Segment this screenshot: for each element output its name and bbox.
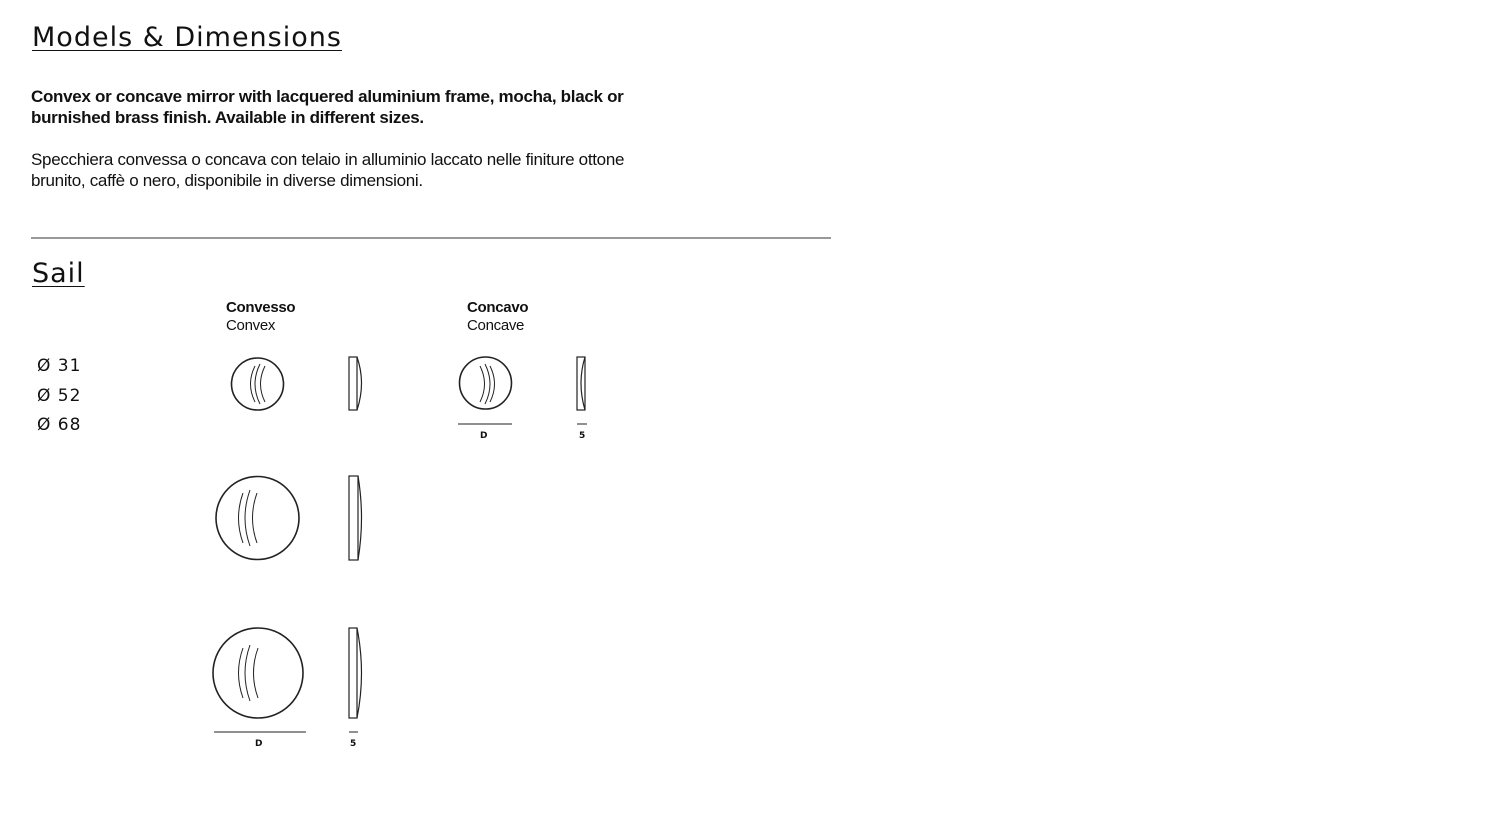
convex-small-side-drawing bbox=[349, 357, 362, 410]
concave-depth-label: 5 bbox=[579, 431, 586, 441]
size-item-31: Ø 31 bbox=[37, 356, 82, 376]
column-header-convex-english: Convex bbox=[226, 317, 276, 334]
description-english: Convex or concave mirror with lacquered aluminium frame, mocha, black or burnished brass finish. Available in different sizes. bbox=[31, 87, 624, 127]
convex-medium-side-drawing bbox=[349, 476, 362, 560]
convex-medium-front-drawing bbox=[216, 477, 299, 560]
concave-small-side-drawing bbox=[577, 357, 585, 410]
page-title: Models & Dimensions bbox=[32, 22, 342, 53]
model-name: Sail bbox=[32, 258, 85, 289]
convex-diameter-label: D bbox=[255, 739, 263, 749]
convex-small-front-drawing bbox=[232, 358, 284, 410]
convex-depth-label: 5 bbox=[350, 739, 357, 749]
size-item-68: Ø 68 bbox=[37, 415, 82, 435]
concave-diameter-label: D bbox=[480, 431, 488, 441]
convex-large-side-drawing bbox=[349, 628, 362, 718]
column-header-concave-english: Concave bbox=[467, 317, 525, 334]
size-item-52: Ø 52 bbox=[37, 385, 82, 406]
column-header-concave-italian: Concavo bbox=[467, 299, 529, 316]
concave-small-front-drawing bbox=[460, 357, 512, 409]
column-header-convex-italian: Convesso bbox=[226, 299, 296, 316]
description-italian: Specchiera convessa o concava con telaio in alluminio laccato nelle finiture ottone brunito, caffè o nero, disponibile in diverse dimensioni. bbox=[31, 150, 625, 190]
convex-large-front-drawing bbox=[213, 628, 303, 718]
